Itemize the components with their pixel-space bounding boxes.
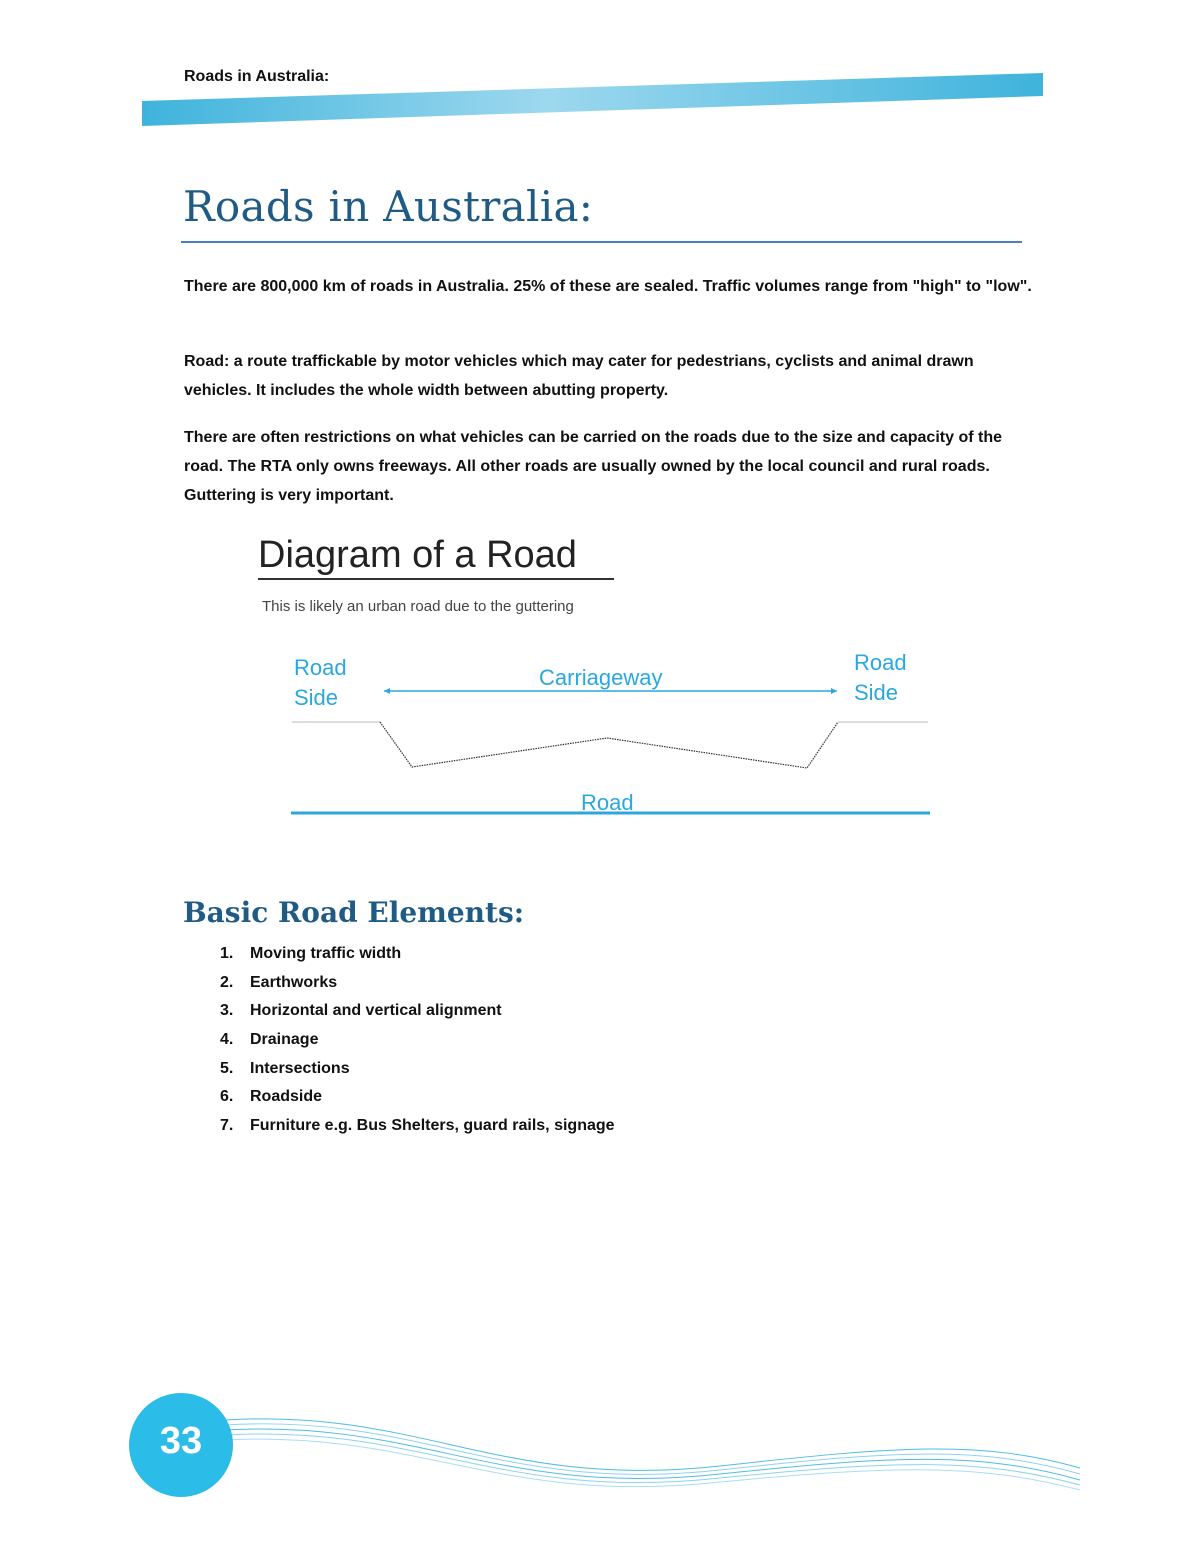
road-side-left-line2: Side — [294, 685, 339, 710]
list-item-number: 7. — [220, 1117, 234, 1135]
list-item-number: 6. — [220, 1088, 234, 1106]
page-number: 33 — [159, 1420, 203, 1462]
list-item-text: Moving traffic width — [250, 945, 402, 962]
list-item-number: 3. — [220, 1002, 234, 1020]
list-item-number: 5. — [220, 1059, 234, 1077]
paragraph-road-definition: Road: a route traffickable by motor vehicles which may cater for pedestrians, cyclists and animal drawn vehicles. It includes the whole width between abutting property. — [184, 353, 974, 399]
road-side-right-line1: Road — [854, 650, 907, 675]
list-item-text: Furniture e.g. Bus Shelters, guard rails, signage — [250, 1117, 615, 1135]
list-item-text: Horizontal and vertical alignment — [250, 1002, 502, 1020]
list-item-text: Earthworks — [250, 973, 338, 991]
list-item-text: Drainage — [250, 1031, 319, 1049]
paragraph-road-ownership: There are often restrictions on what vehicles can be carried on the roads due to the size and capacity of the road. The RTA only owns freeways. All other roads are usually owned by the local council and rural roads. Guttering is very important. — [184, 429, 1002, 504]
list-item-number: 1. — [220, 945, 234, 962]
road-side-left-line1: Road — [294, 655, 347, 680]
road-label: Road — [581, 790, 634, 815]
road-side-right-line2: Side — [854, 680, 899, 705]
page-title: Roads in Australia: — [183, 182, 594, 231]
list-item-text: Roadside — [250, 1088, 323, 1106]
diagram-title: Diagram of a Road — [258, 534, 577, 576]
running-header: Roads in Australia: — [184, 68, 330, 85]
list-item-text: Intersections — [250, 1059, 350, 1077]
diagram-subtitle: This is likely an urban road due to the guttering — [262, 598, 574, 615]
carriageway-label: Carriageway — [539, 665, 663, 690]
section-title: Basic Road Elements: — [183, 896, 525, 929]
paragraph-road-stats: There are 800,000 km of roads in Australia. 25% of these are sealed. Traffic volumes range from "high" to "low". — [184, 278, 1032, 295]
list-item-number: 4. — [220, 1031, 234, 1049]
list-item-number: 2. — [220, 973, 234, 991]
